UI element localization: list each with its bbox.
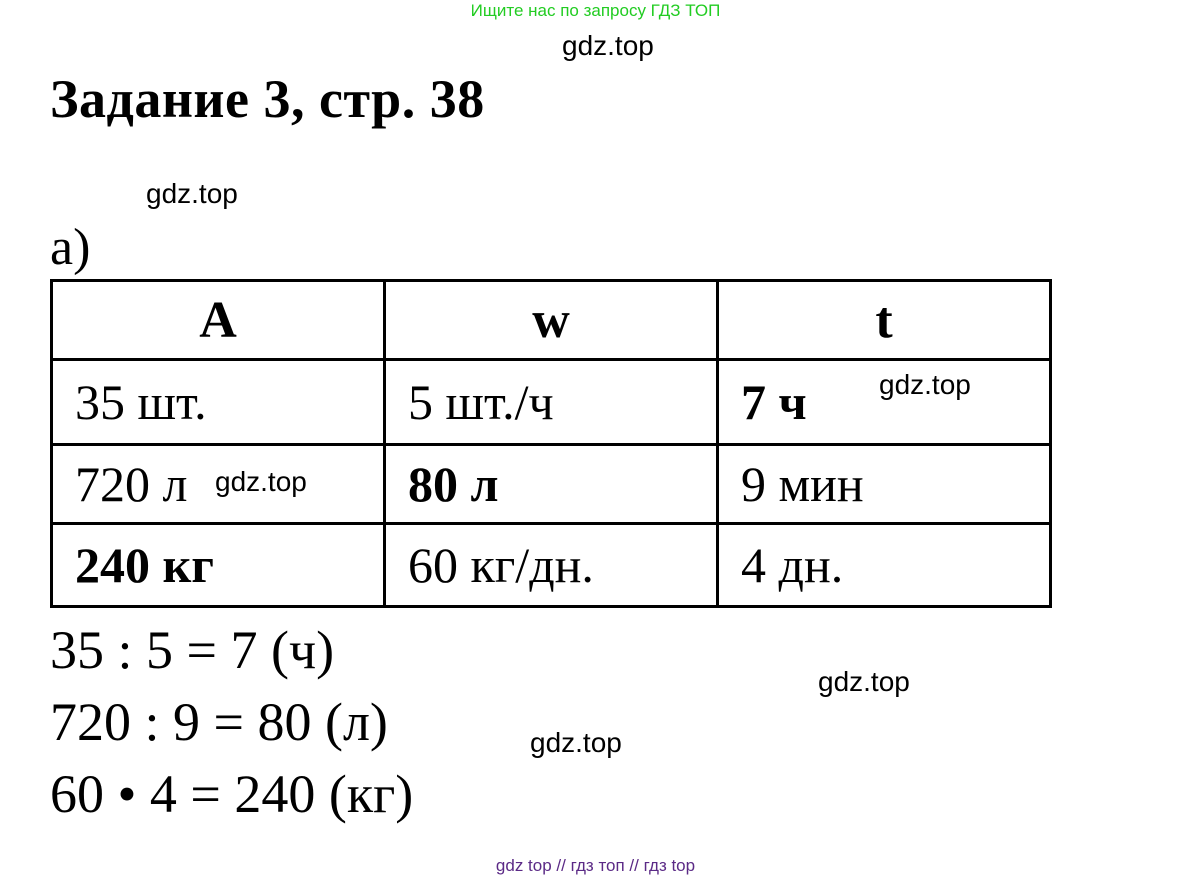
answer-value: 7 ч <box>741 374 807 430</box>
table-cell <box>52 524 385 607</box>
table-row <box>52 524 1051 607</box>
cell-value: 720 л <box>75 456 188 512</box>
top-banner: Ищите нас по запросу ГДЗ ТОП <box>470 1 721 20</box>
table-cell: 5 шт./ч <box>385 360 718 445</box>
page-title: Задание 3, стр. 38 <box>50 69 485 129</box>
watermark: gdz.top <box>215 466 307 497</box>
watermark: gdz.top <box>146 178 238 209</box>
watermark: gdz.top <box>562 30 654 61</box>
watermark: gdz.top <box>530 727 622 758</box>
calculation-line: 35 : 5 = 7 (ч) <box>50 620 335 680</box>
calculation-line: 60 • 4 = 240 (кг) <box>50 764 414 824</box>
table-cell <box>52 445 385 524</box>
watermark: gdz.top <box>818 666 910 697</box>
table-cell <box>385 445 718 524</box>
data-table <box>50 279 1052 608</box>
column-header-t: t <box>718 281 1051 360</box>
watermark: gdz.top <box>879 369 971 400</box>
column-header-w: w <box>385 281 718 360</box>
table-row <box>52 360 1051 445</box>
answer-value: 240 кг <box>75 537 215 593</box>
table-header-row <box>52 281 1051 360</box>
part-label: а) <box>50 219 91 276</box>
table-cell: 4 дн. <box>718 524 1051 607</box>
table-cell: 60 кг/дн. <box>385 524 718 607</box>
answer-value: 80 л <box>408 456 499 512</box>
table-cell: 9 мин <box>718 445 1051 524</box>
table-cell <box>718 360 1051 445</box>
column-header-a: A <box>52 281 385 360</box>
table-cell: 35 шт. <box>52 360 385 445</box>
calculation-line: 720 : 9 = 80 (л) <box>50 692 388 752</box>
table-row <box>52 445 1051 524</box>
footer-links[interactable]: gdz top // гдз топ // гдз top <box>495 856 696 875</box>
